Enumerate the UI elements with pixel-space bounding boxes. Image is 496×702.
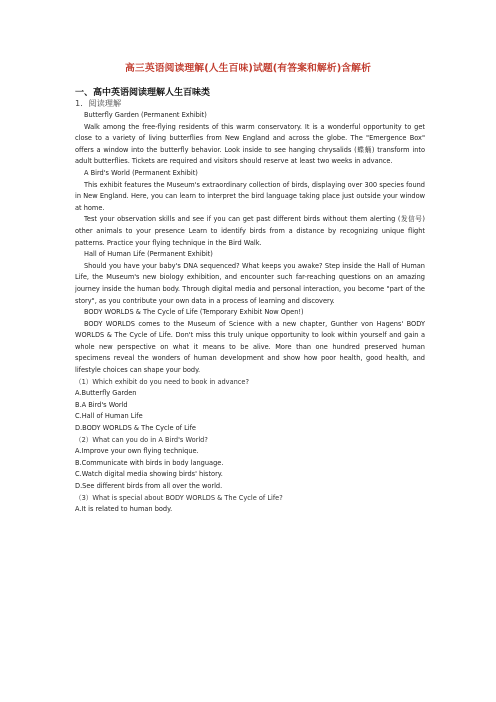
answer-option: B.A Bird's World [75,400,128,409]
answer-option: A.It is related to human body. [75,505,173,514]
exhibit-heading: Hall of Human Life (Permanent Exhibit) [84,250,213,259]
answer-option: A.Improve your own flying technique. [75,447,199,456]
question-stem: （2）What can you do in A Bird's World? [75,435,208,444]
answer-option: D.See different birds from all over the world. [75,482,223,490]
reading-passage [75,110,425,516]
answer-option: C.Hall of Human Life [75,412,143,421]
question-stem: （3）What is special about BODY WORLDS & The Cycle of Life? [75,493,283,502]
exhibit-paragraph: Walk among the free-flying residents of this warm conservatory. It is a wonderful opportunity to get close to a variety of living butterflies from New England and across the globe. The "Emergence Box" offers a window into the butterfly behavior. Look inside to see hanging chrysalids (蝶蛹) transform into adult butterflies. Tickets are required and visitors should reserve at least two weeks in advance. [75,122,425,166]
answer-option: C.Watch digital media showing birds' history. [75,470,223,479]
question-number-heading: 1．阅读理解 [75,98,122,108]
answer-option: A.Butterfly Garden [75,389,137,398]
exhibit-heading: A Bird's World (Permanent Exhibit) [84,168,198,177]
answer-option: B.Communicate with birds in body language. [75,458,224,467]
question-stem: （1）Which exhibit do you need to book in advance? [75,377,249,386]
exhibit-paragraph: Should you have your baby's DNA sequenced? What keeps you awake? Step inside the Hall of Human Life, the Museum's new biology exhibition, and encounter such far-reaching questions on an amazing journey inside the human body. Through digital media and personal interaction, you become "part of the story", as you contribute your own data in a process of learning and discovery. [75,261,425,305]
exhibit-paragraph: BODY WORLDS comes to the Museum of Science with a new chapter, Gunther von Hagens' BODY WORLDS & The Cycle of Life. Don't miss this truly unique opportunity to look within yourself and gain a whole new perspective on what it means to be alive. More than one hundred preserved human specimens reveal the wonders of human development and show how poor health, good health, and lifestyle choices can shape your body. [75,319,425,375]
section-heading: 一、高中英语阅读理解人生百味类 [75,88,211,98]
exhibit-paragraph: Test your observation skills and see if you can get past different birds without them alerting (发信号) other animals to your presence Learn to identify birds from a distance by recognizing unique flight patterns. Practice your flying technique in the Bird Walk. [75,215,425,247]
exhibit-heading: BODY WORLDS & The Cycle of Life (Temporary Exhibit Now Open!) [84,308,304,317]
exhibit-paragraph: This exhibit features the Museum's extraordinary collection of birds, displaying over 300 species found in New England. Here, you can learn to interpret the bird language taking place just outside your window at home. [75,180,425,212]
exhibit-heading: Butterfly Garden (Permanent Exhibit) [84,111,207,119]
document-title: 高三英语阅读理解(人生百味)试题(有答案和解析)含解析 [125,63,371,74]
answer-option: D.BODY WORLDS & The Cycle of Life [75,424,196,433]
